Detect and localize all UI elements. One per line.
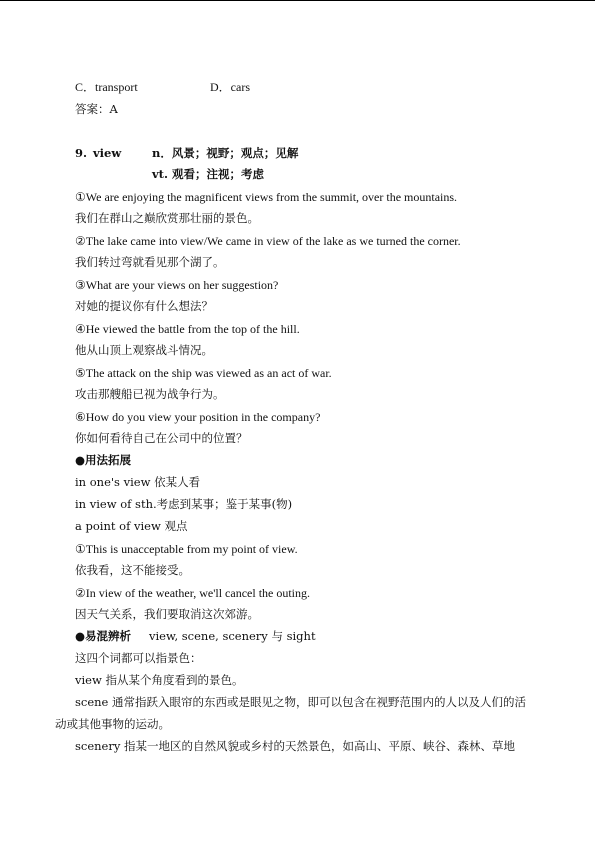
option-d: D．cars xyxy=(210,80,250,94)
entry-number: 9. xyxy=(75,146,88,160)
usage-example-1-chinese: 依我看，这不能接受。 xyxy=(75,563,190,577)
example-2-english: ②The lake came into view/We came in view of the lake as we turned the corner. xyxy=(75,234,461,248)
example-3-chinese: 对她的提议你有什么想法？ xyxy=(75,299,213,313)
example-4-english: ④He viewed the battle from the top of the hill. xyxy=(75,322,300,336)
entry-sense-noun: n．风景；视野；观点；见解 xyxy=(152,146,299,160)
scene-definition-line-1: scene 通常指跃入眼帘的东西或是眼见之物，即可以包含在视野范围内的人以及人们的活 xyxy=(75,695,527,709)
example-1-chinese: 我们在群山之巅欣赏那壮丽的景色。 xyxy=(75,211,259,225)
example-4-chinese: 他从山顶上观察战斗情况。 xyxy=(75,343,213,357)
usage-phrase-2: in view of sth.考虑到某事；鉴于某事(物) xyxy=(75,497,293,511)
example-3-english: ③What are your views on her suggestion? xyxy=(75,278,279,292)
option-c: C．transport xyxy=(75,80,138,94)
scene-definition-line-2: 动或其他事物的运动。 xyxy=(55,717,170,731)
scenery-definition: scenery 指某一地区的自然风貌或乡村的天然景色，如高山、平原、峡谷、森林、草地 xyxy=(75,739,516,753)
usage-example-2-chinese: 因天气关系，我们要取消这次郊游。 xyxy=(75,607,259,621)
answer-line: 答案：A xyxy=(75,102,118,116)
usage-phrase-3: a point of view 观点 xyxy=(75,519,188,533)
confusion-intro: 这四个词都可以指景色： xyxy=(75,651,202,665)
confusion-words: view, scene, scenery 与 sight xyxy=(149,629,316,643)
usage-example-1-english: ①This is unacceptable from my point of view. xyxy=(75,542,298,556)
usage-heading: ●用法拓展 xyxy=(75,453,132,467)
example-1-english: ①We are enjoying the magnificent views from the summit, over the mountains. xyxy=(75,190,458,204)
entry-word: view xyxy=(93,146,122,160)
example-5-chinese: 攻击那艘船已视为战争行为。 xyxy=(75,387,225,401)
example-6-english: ⑥How do you view your position in the company? xyxy=(75,410,321,424)
page-top-rule xyxy=(0,0,595,1)
example-6-chinese: 你如何看待自己在公司中的位置？ xyxy=(75,431,248,445)
example-5-english: ⑤The attack on the ship was viewed as an act of war. xyxy=(75,366,332,380)
confusion-heading: ●易混辨析 xyxy=(75,629,132,643)
usage-phrase-1: in one's view 依某人看 xyxy=(75,475,201,489)
entry-sense-verb: vt. 观看；注视；考虑 xyxy=(152,167,265,181)
view-definition: view 指从某个角度看到的景色。 xyxy=(75,673,244,687)
usage-example-2-english: ②In view of the weather, we'll cancel the outing. xyxy=(75,586,311,600)
example-2-chinese: 我们转过弯就看见那个湖了。 xyxy=(75,255,225,269)
